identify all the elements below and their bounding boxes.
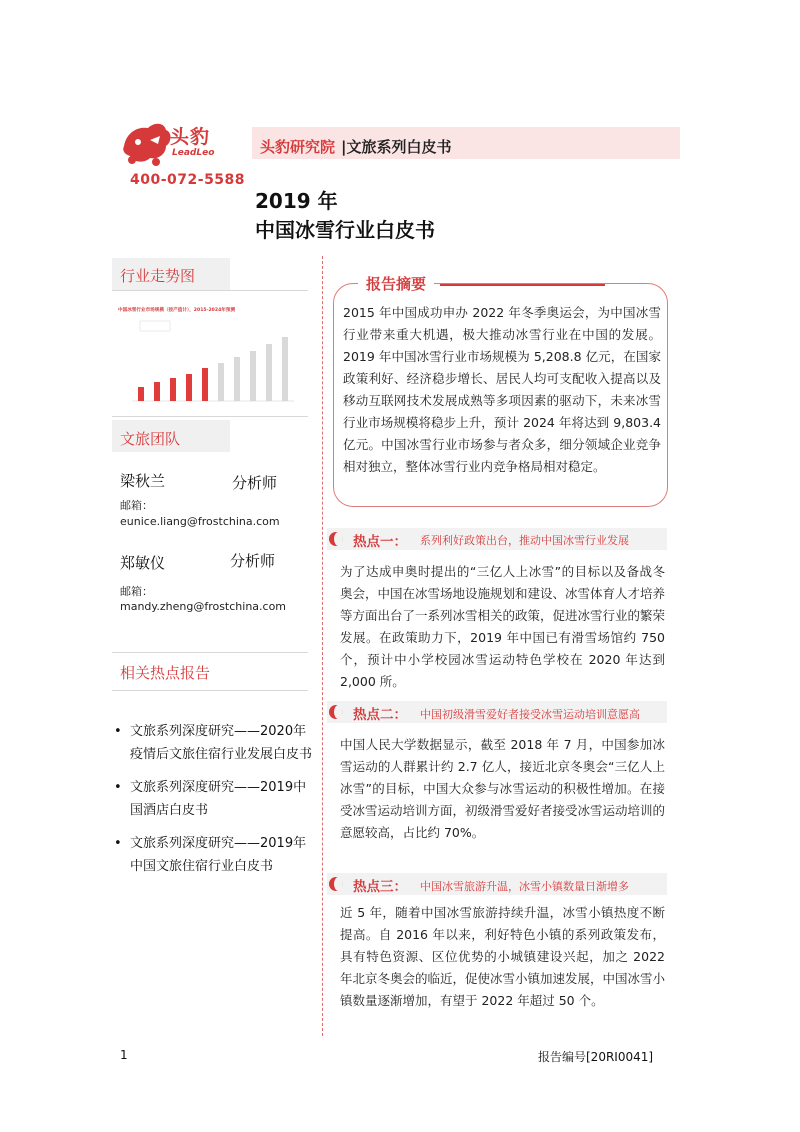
member-role: 分析师: [232, 474, 278, 492]
crescent-icon: [329, 705, 343, 719]
hot-report-item[interactable]: [112, 720, 312, 766]
hot-reports-heading: 相关热点报告: [120, 664, 211, 682]
hotspot-text: 中国人民大学数据显示，截至 2018 年 7 月，中国参加冰雪运动的人群累计约 2.7 亿人，接近北京冬奥会“三亿人上冰雪”的目标，中国大众参与冰雪运动的积极性增加。在接受冰雪运动培训方面，初级滑雪爱好者接受冰雪运动培训的意愿较高，占比约 70%。: [340, 737, 666, 840]
hotspot-subtitle: 中国初级滑雪爱好者接受冰雪运动培训意愿高: [420, 708, 640, 721]
trend-chart-thumbnail: [118, 303, 298, 411]
summary-label-underline: [440, 284, 605, 286]
divider: [112, 652, 308, 653]
hot-report-title: 文旅系列深度研究——2019中国酒店白皮书: [130, 780, 307, 818]
hot-reports-list: [112, 720, 312, 888]
member-role: 分析师: [230, 552, 276, 570]
hotspot-title: 热点一：: [353, 534, 407, 550]
trend-heading: 行业走势图: [120, 267, 196, 285]
divider: [112, 290, 308, 291]
team-heading: 文旅团队: [120, 430, 181, 448]
member-name: 郑敏仪: [120, 554, 166, 572]
crescent-icon: [329, 532, 343, 546]
member-email[interactable]: mandy.zheng@frostchina.com: [120, 600, 287, 613]
hot-report-item[interactable]: [112, 776, 312, 822]
report-code: 报告编号[20RI0041]: [538, 1050, 654, 1064]
hotspot-subtitle: 中国冰雪旅游升温，冰雪小镇数量日渐增多: [420, 880, 629, 893]
hot-report-title: 文旅系列深度研究——2020年疫情后文旅住宿行业发展白皮书: [130, 724, 313, 762]
report-title: 中国冰雪行业白皮书: [255, 218, 435, 242]
phone-number: 400-072-5588: [130, 172, 246, 188]
summary-text: 2015 年中国成功申办 2022 年冬季奥运会，为中国冰雪行业带来重大机遇，极大推动冰雪行业在中国的发展。2019 年中国冰雪行业市场规模为 5,208.8 亿元，在国家政策利好、经济稳步增长、居民人均可支配收入提高以及移动互联网技术发展成熟等多项因素的驱动下，未来冰雪行业市场规模将稳步上升，预计 2024 年将达到 9,803.4 亿元。中国冰雪行业市场参与者众多，细分领域企业竞争相对独立，整体冰雪行业内竞争格局相对稳定。: [343, 305, 661, 474]
report-year: 2019 年: [255, 189, 338, 213]
logo-name-cn: 头豹: [170, 126, 211, 148]
hot-report-title: 文旅系列深度研究——2019年中国文旅住宿行业白皮书: [130, 836, 307, 874]
hotspot-text: 近 5 年，随着中国冰雪旅游持续升温，冰雪小镇热度不断提高。自 2016 年以来，利好特色小镇的系列政策发布，具有特色资源、区位优势的小城镇建设兴起，加之 2022 年北京冬奥会的临近，促使冰雪小镇加速发展，中国冰雪小镇数量逐渐增加，有望于 2022 年超过 50 个。: [340, 905, 666, 1008]
hotspot-subtitle: 系列利好政策出台，推动中国冰雪行业发展: [420, 534, 629, 547]
divider: [112, 416, 308, 417]
member-mail-label: 邮箱：: [120, 585, 153, 598]
column-divider: [322, 256, 323, 1036]
hotspot-text: 为了达成申奥时提出的“三亿人上冰雪”的目标以及备战冬奥会，中国在冰雪场地设施规划和建设、冰雪体育人才培养等方面出台了一系列冰雪相关的政策，促进冰雪行业的繁荣发展。在政策助力下，2019 年中国已有滑雪场馆约 750 个，预计中小学校园冰雪运动特色学校在 2020 年达到 2,000 所。: [340, 564, 666, 689]
series-name: |文旅系列白皮书: [341, 138, 452, 156]
bullet: •: [114, 836, 122, 851]
hotspot-title: 热点三：: [353, 879, 407, 895]
hot-report-item[interactable]: [112, 832, 312, 878]
header-title: [260, 136, 452, 157]
summary-label: 报告摘要: [358, 273, 434, 294]
institute-name: 头豹研究院: [260, 138, 336, 156]
page-number: 1: [120, 1048, 128, 1062]
bullet: •: [114, 724, 122, 739]
member-mail-label: 邮箱：: [120, 499, 153, 512]
trend-chart-caption: 中国冰雪行业市场规模（按产值计），2015-2024年预测: [118, 308, 236, 313]
divider: [112, 690, 308, 691]
crescent-icon: [329, 877, 343, 891]
hotspot-title: 热点二：: [353, 707, 407, 723]
bullet: •: [114, 780, 122, 795]
member-name: 梁秋兰: [120, 472, 166, 490]
member-email[interactable]: eunice.liang@frostchina.com: [120, 515, 280, 528]
logo-name-en: LeadLeo: [172, 148, 215, 158]
